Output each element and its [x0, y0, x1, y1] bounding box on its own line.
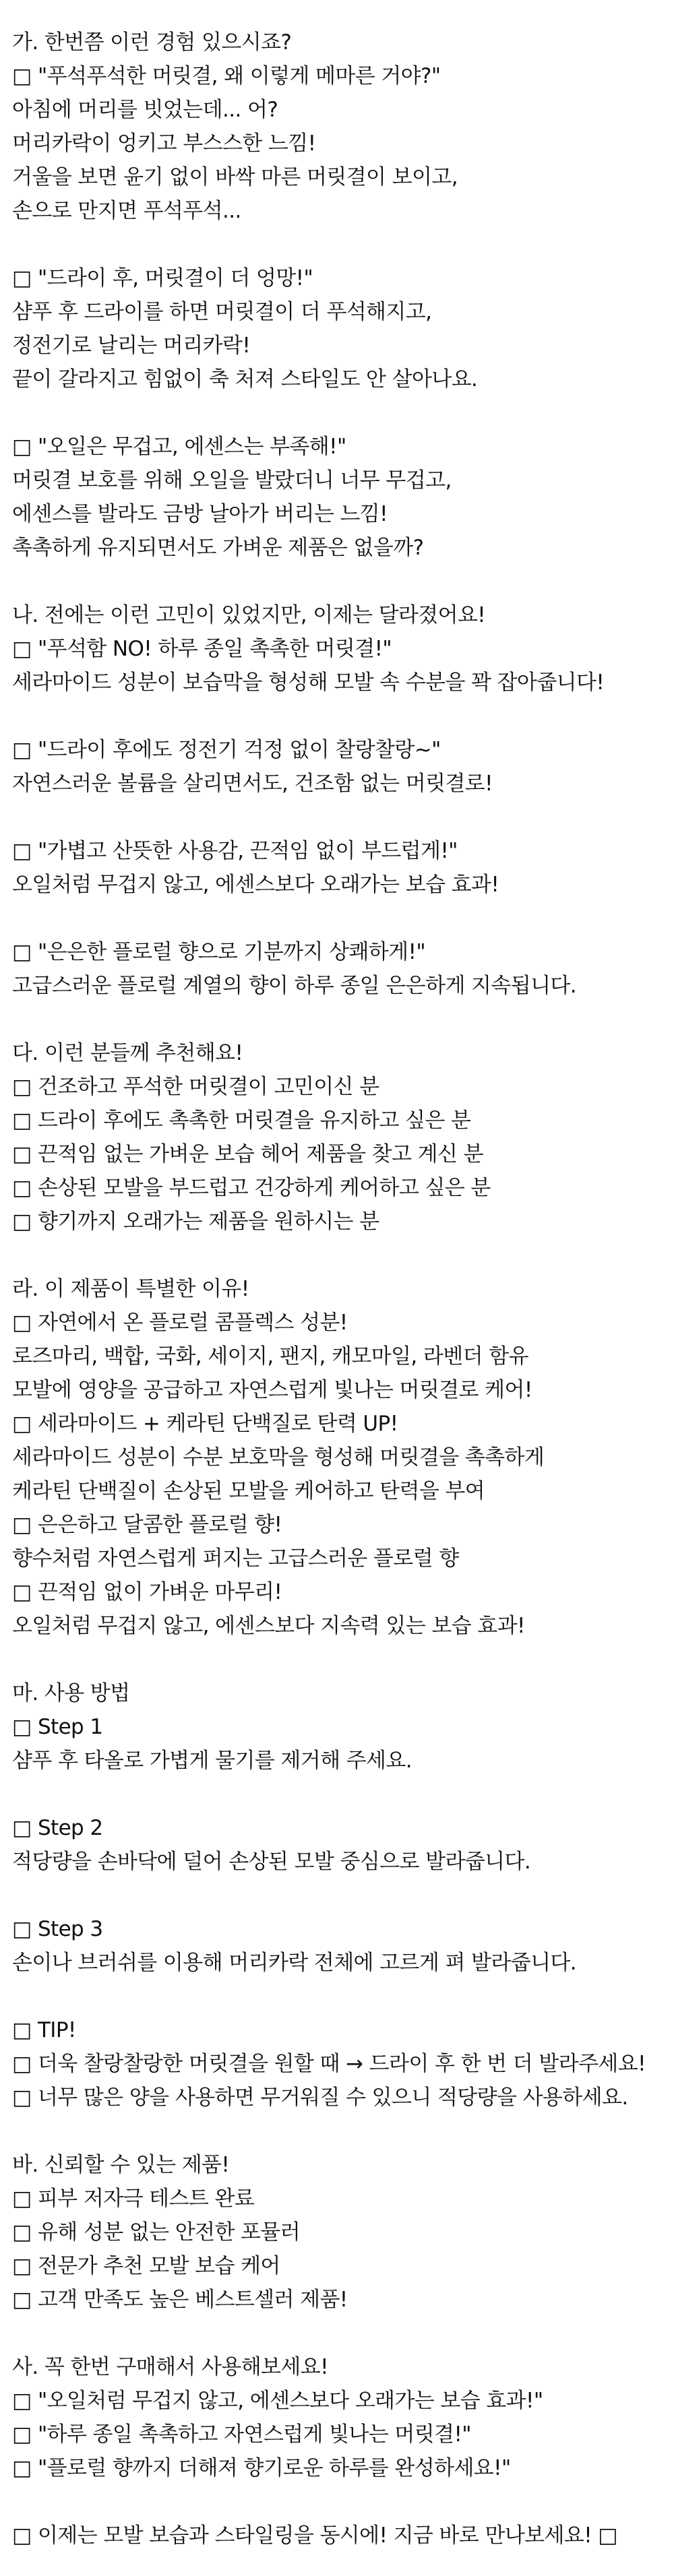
- text-line: 다. 이런 분들께 추천해요!: [12, 1041, 243, 1065]
- text-line: 샴푸 후 드라이를 하면 머릿결이 더 푸석해지고,: [12, 300, 432, 324]
- text-line: □ 건조하고 푸석한 머릿결이 고민이신 분: [12, 1075, 379, 1099]
- text-line: □ 이제는 모발 보습과 스타일링을 동시에! 지금 바로 만나보세요! □: [12, 2523, 617, 2548]
- text-line: 사. 꼭 한번 구매해서 사용해보세요!: [12, 2355, 328, 2379]
- text-line: 손이나 브러쉬를 이용해 머리카락 전체에 고르게 펴 발라줍니다.: [12, 1951, 577, 1975]
- blank-line: [12, 2114, 674, 2148]
- text-line: □ "은은한 플로럴 향으로 기분까지 상쾌하게!": [12, 940, 425, 964]
- text-line: □ "오일처럼 무겁지 않고, 에센스보다 오래가는 보습 효과!": [12, 2389, 543, 2413]
- text-line: 아침에 머리를 빗었는데... 어?: [12, 98, 278, 122]
- text-line: □ "가볍고 산뜻한 사용감, 끈적임 없이 부드럽게!": [12, 839, 458, 863]
- text-line: 자연스러운 볼륨을 살리면서도, 건조함 없는 머릿결로!: [12, 772, 493, 796]
- text-line: □ 유해 성분 없는 안전한 포뮬러: [12, 2220, 301, 2244]
- blank-line: [12, 2485, 674, 2519]
- text-line: □ "푸석푸석한 머릿결, 왜 이렇게 메마른 거야?": [12, 64, 441, 88]
- text-line: □ 끈적임 없이 가벼운 마무리!: [12, 1580, 282, 1604]
- blank-line: [12, 228, 674, 261]
- text-line: □ 자연에서 온 플로럴 콤플렉스 성분!: [12, 1311, 348, 1335]
- blank-line: [12, 396, 674, 430]
- text-line: □ "드라이 후, 머릿결이 더 엉망!": [12, 266, 313, 290]
- text-line: 적당량을 손바닥에 덜어 손상된 모발 중심으로 발라줍니다.: [12, 1850, 531, 1874]
- blank-line: [12, 1238, 674, 1272]
- text-line: □ "오일은 무겁고, 에센스는 부족해!": [12, 435, 346, 459]
- text-line: □ 너무 많은 양을 사용하면 무거워질 수 있으니 적당량을 사용하세요.: [12, 2085, 628, 2110]
- blank-line: [12, 800, 674, 834]
- text-line: □ 피부 저자극 테스트 완료: [12, 2187, 255, 2211]
- text-line: □ 더욱 찰랑찰랑한 머릿결을 원할 때 → 드라이 후 한 번 더 발라주세요!: [12, 2052, 646, 2076]
- blank-line: [12, 1778, 674, 1811]
- text-line: 세라마이드 성분이 수분 보호막을 형성해 머릿결을 촉촉하게: [12, 1445, 545, 1470]
- text-line: □ "플로럴 향까지 더해져 향기로운 하루를 완성하세요!": [12, 2456, 511, 2480]
- text-line: 머릿결 보호를 위해 오일을 발랐더니 너무 무겁고,: [12, 468, 452, 493]
- text-line: 끝이 갈라지고 힘없이 축 처져 스타일도 안 살아나요.: [12, 367, 478, 391]
- text-line: 가. 한번쯤 이런 경험 있으시죠?: [12, 30, 292, 55]
- text-line: □ 세라마이드 + 케라틴 단백질로 탄력 UP!: [12, 1412, 398, 1436]
- text-line: □ Step 1: [12, 1715, 103, 1739]
- text-line: □ 드라이 후에도 촉촉한 머릿결을 유지하고 싶은 분: [12, 1108, 471, 1133]
- text-line: □ 끈적임 없는 가벼운 보습 헤어 제품을 찾고 계신 분: [12, 1142, 483, 1166]
- text-line: □ 전문가 추천 모발 보습 케어: [12, 2254, 280, 2278]
- text-line: 바. 신뢰할 수 있는 제품!: [12, 2153, 230, 2177]
- blank-line: [12, 2317, 674, 2350]
- blank-line: [12, 699, 674, 733]
- text-line: 오일처럼 무겁지 않고, 에센스보다 오래가는 보습 효과!: [12, 873, 499, 897]
- text-line: □ Step 3: [12, 1917, 103, 1941]
- text-line: □ 은은하고 달콤한 플로럴 향!: [12, 1513, 282, 1537]
- text-line: □ Step 2: [12, 1816, 103, 1840]
- text-line: □ "드라이 후에도 정전기 걱정 없이 찰랑찰랑~": [12, 738, 441, 762]
- text-line: 머리카락이 엉키고 부스스한 느낌!: [12, 131, 316, 156]
- text-line: 거울을 보면 윤기 없이 바싹 마른 머릿결이 보이고,: [12, 165, 458, 189]
- text-line: 정전기로 날리는 머리카락!: [12, 334, 251, 358]
- text-line: 모발에 영양을 공급하고 자연스럽게 빛나는 머릿결로 케어!: [12, 1378, 532, 1402]
- text-line: □ "하루 종일 촉촉하고 자연스럽게 빛나는 머릿결!": [12, 2422, 471, 2447]
- text-line: 향수처럼 자연스럽게 퍼지는 고급스러운 플로럴 향: [12, 1546, 459, 1571]
- text-line: 라. 이 제품이 특별한 이유!: [12, 1277, 249, 1301]
- text-line: □ "푸석함 NO! 하루 종일 촉촉한 머릿결!": [12, 637, 392, 661]
- text-line: 고급스러운 플로럴 계열의 향이 하루 종일 은은하게 지속됩니다.: [12, 974, 577, 998]
- text-line: 나. 전에는 이런 고민이 있었지만, 이제는 달라졌어요!: [12, 603, 486, 627]
- text-line: 에센스를 발라도 금방 날아가 버리는 느낌!: [12, 502, 388, 526]
- text-line: 로즈마리, 백합, 국화, 세이지, 팬지, 캐모마일, 라벤더 함유: [12, 1344, 528, 1369]
- blank-line: [12, 1879, 674, 1912]
- text-line: 오일처럼 무겁지 않고, 에센스보다 지속력 있는 보습 효과!: [12, 1614, 525, 1638]
- blank-line: [12, 1980, 674, 2013]
- text-line: □ TIP!: [12, 2018, 76, 2042]
- text-line: □ 향기까지 오래가는 제품을 원하시는 분: [12, 1210, 379, 1234]
- blank-line: [12, 902, 674, 935]
- text-line: □ 고객 만족도 높은 베스트셀러 제품!: [12, 2288, 348, 2312]
- text-line: 촉촉하게 유지되면서도 가벼운 제품은 없을까?: [12, 536, 424, 560]
- text-line: 마. 사용 방법: [12, 1681, 130, 1705]
- text-line: 세라마이드 성분이 보습막을 형성해 모발 속 수분을 꽉 잡아줍니다!: [12, 670, 605, 695]
- blank-line: [12, 565, 674, 598]
- text-line: 손으로 만지면 푸석푸석...: [12, 199, 241, 223]
- text-line: 케라틴 단백질이 손상된 모발을 케어하고 탄력을 부여: [12, 1479, 485, 1503]
- blank-line: [12, 1003, 674, 1036]
- blank-line: [12, 1643, 674, 1676]
- text-line: □ 손상된 모발을 부드럽고 건강하게 케어하고 싶은 분: [12, 1176, 491, 1200]
- text-line: 샴푸 후 타올로 가볍게 물기를 제거해 주세요.: [12, 1749, 412, 1773]
